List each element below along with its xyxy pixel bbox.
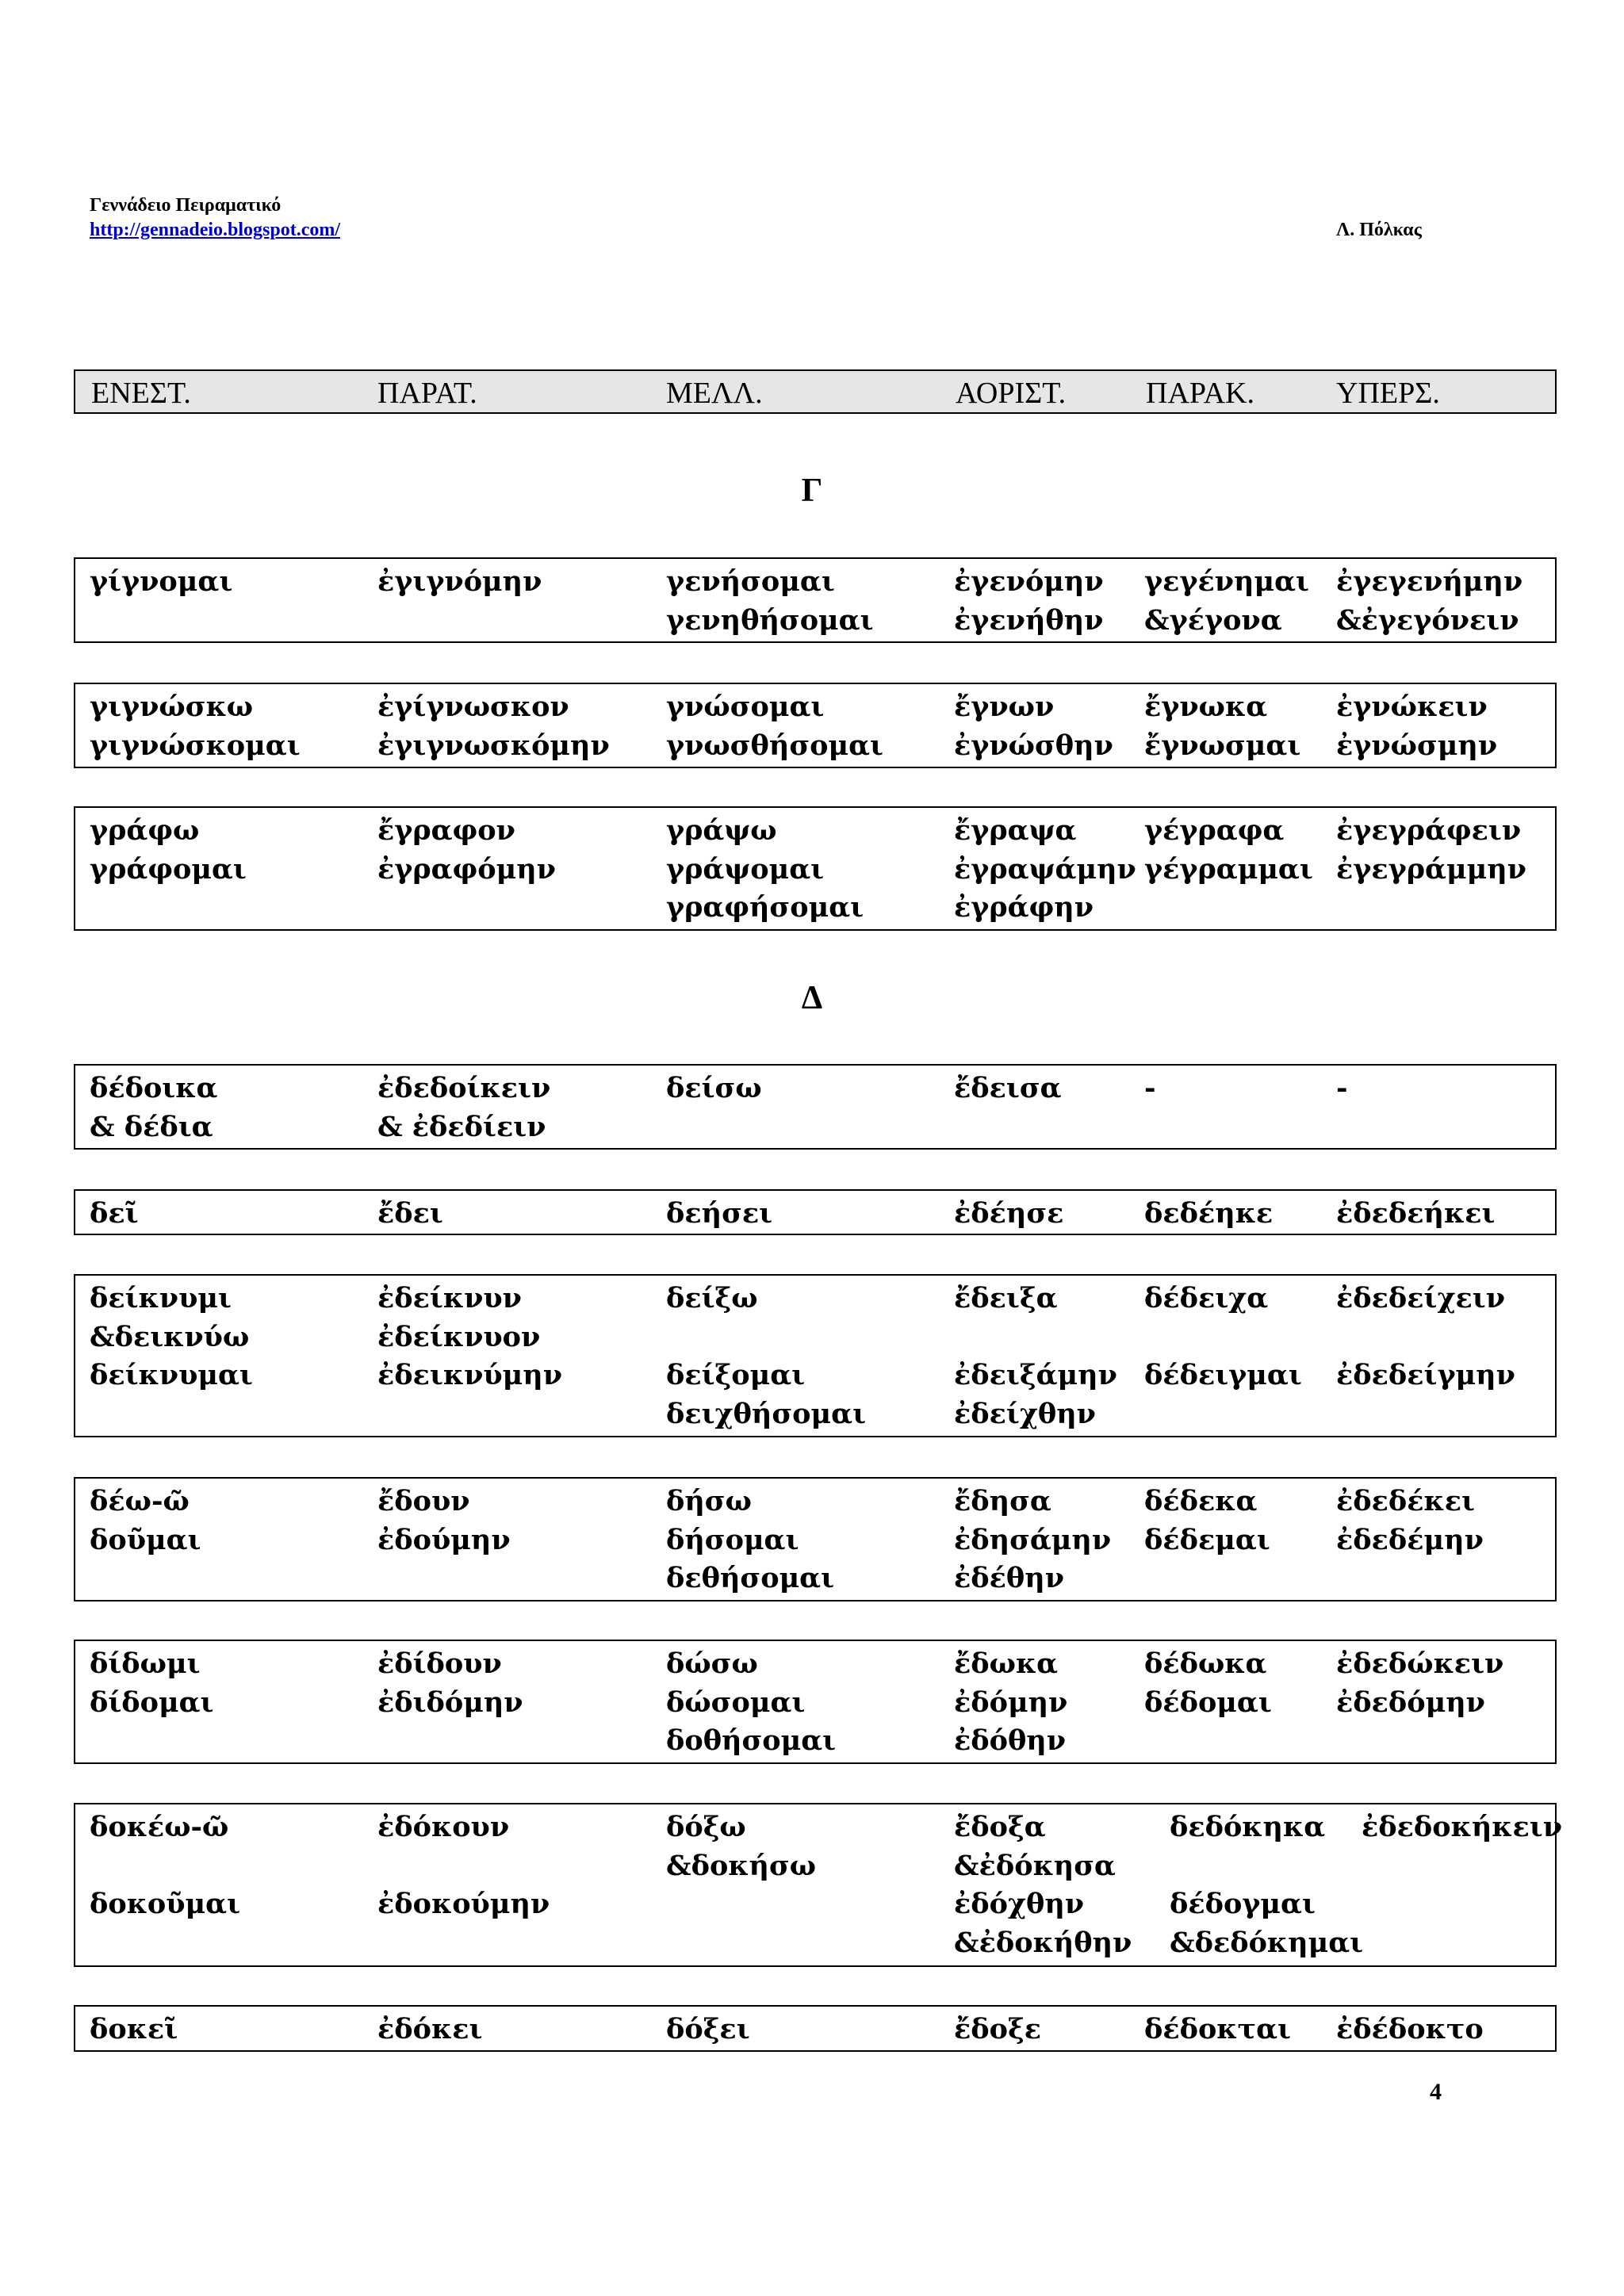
verb-form-cell: ἐγνώσθην bbox=[954, 729, 1113, 762]
column-header-pluperfect: ΥΠΕΡΣ. bbox=[1336, 377, 1440, 410]
verb-form-cell: δεήσει bbox=[666, 1197, 773, 1230]
verb-form-cell: δήσομαι bbox=[666, 1523, 799, 1556]
verb-form-cell: ἐδοκούμην bbox=[377, 1888, 550, 1920]
page-header bbox=[90, 193, 340, 243]
verb-form-cell: γέγραμμαι bbox=[1144, 852, 1313, 886]
verb-form-cell: γιγνώσκομαι bbox=[90, 729, 301, 762]
verb-form-cell: ἐδεδείγμην bbox=[1336, 1359, 1515, 1391]
verb-form-cell: δείκνυμαι bbox=[90, 1359, 253, 1391]
verb-form-cell: δίδομαι bbox=[90, 1686, 214, 1719]
column-header-bar bbox=[74, 369, 1557, 414]
verb-form-cell: &δεδόκημαι bbox=[1170, 1926, 1364, 1959]
verb-form-cell: ἐδόκουν bbox=[377, 1811, 510, 1843]
verb-form-cell: &ἐγεγόνειν bbox=[1336, 603, 1519, 637]
verb-form-cell: γραφήσομαι bbox=[666, 891, 864, 924]
author-name: Λ. Πόλκας bbox=[1336, 220, 1422, 240]
verb-form-cell: ἔδοξε bbox=[954, 2013, 1041, 2045]
verb-form-cell: ἔδοξα bbox=[954, 1811, 1046, 1843]
verb-form-cell: ἐγενόμην bbox=[954, 565, 1104, 598]
verb-form-cell: δήσω bbox=[666, 1485, 752, 1517]
verb-form-cell: ἐγεγράφειν bbox=[1336, 814, 1522, 847]
verb-form-cell: ἔγνωκα bbox=[1144, 691, 1268, 723]
verb-form-cell: ἐδεδεήκει bbox=[1336, 1197, 1496, 1230]
verb-form-cell: ἐδεδείχειν bbox=[1336, 1282, 1505, 1314]
verb-form-cell: &δοκήσω bbox=[666, 1849, 817, 1882]
verb-form-cell: - bbox=[1144, 1072, 1156, 1104]
verb-form-cell: ἐδεδέμην bbox=[1336, 1523, 1484, 1556]
verb-form-cell: ἐδείκνυν bbox=[377, 1282, 522, 1314]
verb-form-cell: δώσω bbox=[666, 1647, 758, 1680]
verb-form-cell: &δεικνύω bbox=[90, 1320, 250, 1353]
verb-form-cell: ἐγεγενήμην bbox=[1336, 565, 1523, 598]
verb-form-cell: δίδωμι bbox=[90, 1647, 201, 1680]
page-number: 4 bbox=[1430, 2079, 1442, 2105]
verb-form-cell: δείξομαι bbox=[666, 1359, 806, 1391]
verb-box bbox=[74, 2005, 1557, 2052]
verb-form-cell: &ἐδόκησα bbox=[954, 1849, 1116, 1882]
verb-form-cell: δέδογμαι bbox=[1170, 1888, 1316, 1920]
verb-form-cell: ἔδωκα bbox=[954, 1647, 1059, 1680]
verb-form-cell: ἐδεδώκειν bbox=[1336, 1647, 1504, 1680]
verb-form-cell: ἐδεδέκει bbox=[1336, 1485, 1475, 1517]
verb-form-cell: δεδόκηκα bbox=[1170, 1811, 1326, 1843]
verb-form-cell: ἐδέθην bbox=[954, 1562, 1064, 1594]
verb-form-cell: ἔγνωσμαι bbox=[1144, 729, 1301, 762]
verb-form-cell: ἐδιδόμην bbox=[377, 1686, 523, 1719]
verb-box bbox=[74, 1064, 1557, 1150]
verb-form-cell: δοκοῦμαι bbox=[90, 1888, 241, 1920]
verb-form-cell: ἐδεικνύμην bbox=[377, 1359, 562, 1391]
verb-form-cell: ἐγιγνωσκόμην bbox=[377, 729, 610, 762]
verb-form-cell: ἐδεδόμην bbox=[1336, 1686, 1485, 1719]
verb-form-cell: ἐδόθην bbox=[954, 1724, 1067, 1757]
verb-form-cell: γενήσομαι bbox=[666, 565, 835, 598]
verb-form-cell: ἔδουν bbox=[377, 1485, 470, 1517]
verb-form-cell: ἐγιγνόμην bbox=[377, 565, 542, 598]
verb-form-cell: δοθήσομαι bbox=[666, 1724, 837, 1757]
verb-form-cell: γράφομαι bbox=[90, 852, 247, 886]
verb-form-cell: δείσω bbox=[666, 1072, 762, 1104]
verb-form-cell: δέδεμαι bbox=[1144, 1523, 1270, 1556]
section-letter-gamma: Γ bbox=[801, 473, 823, 509]
verb-form-cell: &ἐδοκήθην bbox=[954, 1926, 1132, 1959]
verb-form-cell: ἐδησάμην bbox=[954, 1523, 1112, 1556]
verb-form-cell: γιγνώσκω bbox=[90, 691, 254, 723]
section-letter-delta: Δ bbox=[801, 980, 823, 1016]
verb-form-cell: δέδειγμαι bbox=[1144, 1359, 1302, 1391]
verb-form-cell: ἔδησα bbox=[954, 1485, 1051, 1517]
verb-form-cell: γνώσομαι bbox=[666, 691, 825, 723]
verb-form-cell: ἐδόκει bbox=[377, 2013, 483, 2045]
verb-form-cell: δοκέω-ῶ bbox=[90, 1811, 229, 1843]
verb-form-cell: δειχθήσομαι bbox=[666, 1397, 867, 1430]
verb-form-cell: δέδεκα bbox=[1144, 1485, 1258, 1517]
verb-form-cell: δέω-ῶ bbox=[90, 1485, 190, 1517]
verb-form-cell: δοκεῖ bbox=[90, 2013, 178, 2045]
verb-form-cell: ἐδέησε bbox=[954, 1197, 1064, 1230]
verb-form-cell: δεθήσομαι bbox=[666, 1562, 835, 1594]
verb-form-cell: δώσομαι bbox=[666, 1686, 806, 1719]
verb-form-cell: δόξω bbox=[666, 1811, 746, 1843]
verb-form-cell: γεγένημαι bbox=[1144, 565, 1309, 598]
verb-form-cell: γίγνομαι bbox=[90, 565, 233, 598]
verb-form-cell: ἐδεδοίκειν bbox=[377, 1072, 551, 1104]
verb-form-cell: - bbox=[1336, 1072, 1348, 1104]
verb-form-cell: ἐδόχθην bbox=[954, 1888, 1085, 1920]
verb-box bbox=[74, 1189, 1557, 1235]
verb-form-cell: ἐδείχθην bbox=[954, 1397, 1096, 1430]
verb-form-cell: ἐγραφόμην bbox=[377, 852, 556, 886]
verb-form-cell: δεδέηκε bbox=[1144, 1197, 1274, 1230]
verb-form-cell: ἐδειξάμην bbox=[954, 1359, 1117, 1391]
verb-form-cell: δέδωκα bbox=[1144, 1647, 1267, 1680]
verb-form-cell: γράψω bbox=[666, 814, 777, 847]
verb-form-cell: ἐγραψάμην bbox=[954, 852, 1136, 886]
blog-link[interactable]: http://gennadeio.blogspot.com/ bbox=[90, 220, 341, 240]
verb-form-cell: δείξω bbox=[666, 1282, 758, 1314]
verb-form-cell: & δέδια bbox=[90, 1110, 213, 1143]
verb-form-cell: δέδοκται bbox=[1144, 2013, 1291, 2045]
verb-form-cell: ἐδίδουν bbox=[377, 1647, 502, 1680]
column-header-aorist: ΑΟΡΙΣΤ. bbox=[956, 377, 1067, 410]
column-header-imperfect: ΠΑΡΑΤ. bbox=[377, 377, 477, 410]
verb-form-cell: γνωσθήσομαι bbox=[666, 729, 883, 762]
verb-form-cell: γράφω bbox=[90, 814, 200, 847]
verb-form-cell: ἐδούμην bbox=[377, 1523, 511, 1556]
verb-form-cell: ἔδειξα bbox=[954, 1282, 1058, 1314]
column-header-perfect: ΠΑΡΑΚ. bbox=[1146, 377, 1254, 410]
verb-form-cell: ἐδείκνυον bbox=[377, 1320, 541, 1353]
verb-form-cell: γράψομαι bbox=[666, 852, 825, 886]
verb-form-cell: ἐγνώκειν bbox=[1336, 691, 1488, 723]
verb-form-cell: ἐγενήθην bbox=[954, 603, 1104, 637]
verb-form-cell: ἐδεδοκήκειν bbox=[1362, 1811, 1562, 1843]
verb-form-cell: ἐγίγνωσκον bbox=[377, 691, 569, 723]
verb-form-cell: ἐδέδοκτο bbox=[1336, 2013, 1484, 2045]
verb-form-cell: ἐδόμην bbox=[954, 1686, 1068, 1719]
verb-form-cell: & ἐδεδίειν bbox=[377, 1110, 546, 1143]
column-header-present: ΕΝΕΣΤ. bbox=[91, 377, 191, 410]
verb-form-cell: δέδομαι bbox=[1144, 1686, 1272, 1719]
verb-form-cell: γενηθήσομαι bbox=[666, 603, 874, 637]
verb-form-cell: ἐγράφην bbox=[954, 891, 1094, 924]
verb-form-cell: ἔδεισα bbox=[954, 1072, 1062, 1104]
verb-form-cell: δόξει bbox=[666, 2013, 750, 2045]
verb-form-cell: δείκνυμι bbox=[90, 1282, 232, 1314]
school-name: Γεννάδειο Πειραματικό bbox=[90, 195, 282, 216]
verb-form-cell: γέγραφα bbox=[1144, 814, 1285, 847]
verb-form-cell: δέδοικα bbox=[90, 1072, 218, 1104]
verb-form-cell: ἔγραψα bbox=[954, 814, 1077, 847]
verb-form-cell: ἔγνων bbox=[954, 691, 1055, 723]
verb-form-cell: ἐγνώσμην bbox=[1336, 729, 1498, 762]
verb-form-cell: ἔγραφον bbox=[377, 814, 515, 847]
verb-form-cell: δέδειχα bbox=[1144, 1282, 1269, 1314]
verb-form-cell: &γέγονα bbox=[1144, 603, 1282, 637]
verb-form-cell: δοῦμαι bbox=[90, 1523, 201, 1556]
verb-form-cell: δεῖ bbox=[90, 1197, 139, 1230]
verb-form-cell: ἐγεγράμμην bbox=[1336, 852, 1526, 886]
column-header-future: ΜΕΛΛ. bbox=[666, 377, 763, 410]
verb-form-cell: ἔδει bbox=[377, 1197, 443, 1230]
